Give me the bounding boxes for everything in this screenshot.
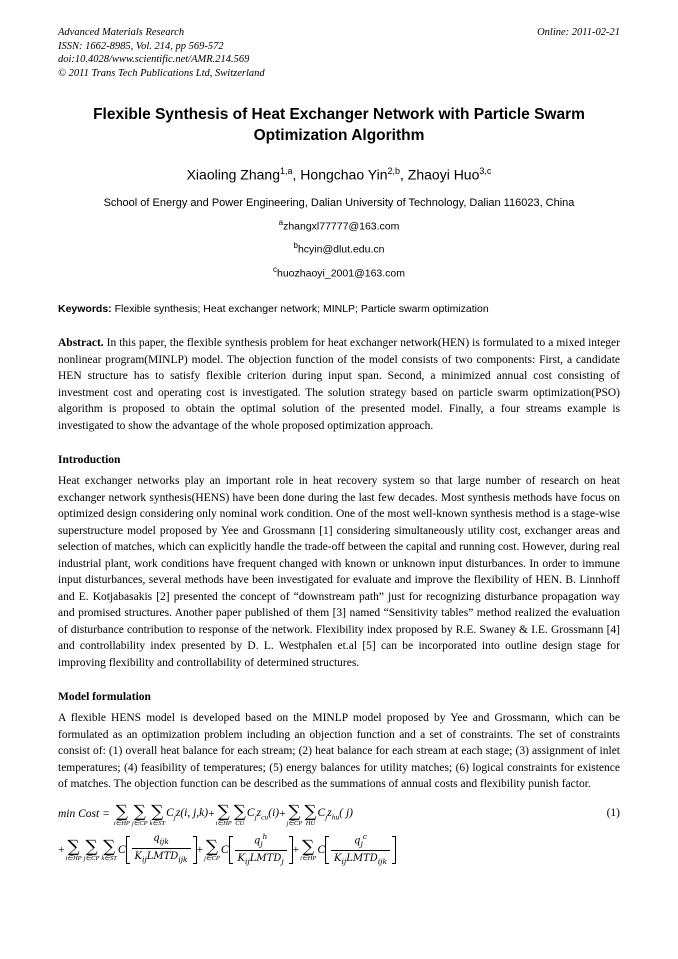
section-body-introduction: Heat exchanger networks play an important role in heat recovery system so that large number of research on heat exchanger network synthesis(HENS) have been done during the last few decades. Most synthesis methods have focus on optimized design considering only nominal work condition. One of the most well-known synthesis method is a stage-wise superstructure model proposed by Yee and Grossmann [1] considering simultaneously utility cost, exchanger areas and selection of matches, which can explicitly handle the trade-off between the capital and running cost. However, during real industrial plant, work conditions have frequent changed with known or unknown input disturbances. In order to immune input disturbances, several methods have been investigated for evaluate and improve the flexibility of HEN. B. Linnhoff and E. Kotjabasakis [2] presented the concept of “downstream path” just for recognizing disturbance propagation way and promised structures. Another paper published of them [3] named “Sensitivity tables” method realized the evaluation of disturbance contribution to response of the network. Flexibility index proposed by R.E. Swaney & I.E. Grossmann [4] and controllability index presented by D. L. Westphalen et.al [5] can be incorporated into outline design stage for improving flexibility and controllability of determined structures.: [58, 475, 620, 669]
email-1: [58, 218, 620, 233]
author-sep-1: ,: [292, 166, 301, 183]
sum-i-hp-4: ∑ i∈HP: [300, 837, 317, 863]
sum-i-hp: ∑ i∈HP: [113, 801, 130, 827]
equation-number: (1): [606, 806, 620, 819]
author-2-name: Hongchao Yin: [300, 166, 388, 183]
equation-1: [58, 801, 620, 867]
email-1-address: zhangxl77777@163.com: [283, 220, 400, 233]
term-3-expression: $C_jz_{hu}$( j): [317, 807, 353, 822]
keywords: [58, 303, 620, 315]
term-1-expression: $C_jz(i$, j,k): [166, 807, 209, 822]
section-body-model-formulation: A flexible HENS model is developed based on the MINLP model proposed by Yee and Grossmann, which can be formulated as an optimization problem including an objection function and a set of constraints. The set of constraints consist of: (1) overall heat balance for each stream; (2) heat balance for each stream at each stage; (3) assignment of inlet temperatures; (4) feasibility of temperatures; (5) energy balances for utility matches; (6) logical constraints for existence of matches. The objection function can be described as the summations of annual costs and flexibility punish factor.: [58, 712, 620, 791]
author-sep-2: ,: [400, 166, 408, 183]
abstract-label: Abstract.: [58, 337, 104, 350]
email-2-address: hcyin@dlut.edu.cn: [297, 243, 385, 256]
email-2-marker: b: [293, 241, 298, 251]
equation-line-2: [58, 832, 620, 867]
plus-1-line2: +: [196, 843, 204, 856]
journal-name: Advanced Materials Research: [58, 27, 185, 38]
email-3-marker: c: [273, 264, 277, 274]
author-3-name: Zhaoyi Huo: [407, 166, 480, 183]
abstract-text: In this paper, the flexible synthesis problem for heat exchanger network(HEN) is formulated to a mixed integer nonlinear program(MINLP) model. The objection function of the model consists of two components: First, a candidate HEN structure has to satisfy flexible criterion during input span. Second, a minimized annual cost consisting of investment cost and operating cost is investigated. The solution strategy based on particle swarm optimization(PSO) algorithm is proposed to obtain the optimal solution of the presented model. Finally, a four streams example is investigated to show the advantage of the whole proposed optimization approach.: [58, 337, 620, 432]
section-heading-introduction: Introduction: [58, 454, 121, 467]
keywords-label: Keywords:: [58, 303, 112, 316]
abstract: [58, 335, 620, 434]
author-3-affil-marker: 3,c: [479, 166, 492, 176]
email-2: [58, 241, 620, 256]
sum-j-cp: ∑ j∈CP: [131, 801, 148, 827]
equation-line-1: [58, 803, 620, 826]
author-1-affil-marker: 1,a: [280, 166, 293, 176]
sum-j-cp-3: ∑ j∈CP: [83, 837, 100, 863]
section-heading-model-formulation: Model formulation: [58, 691, 151, 704]
sum-i-hp-3: ∑ i∈HP: [65, 837, 82, 863]
sum-k-st: ∑ k∈ST: [149, 801, 166, 827]
sum-hu: ∑ HU: [304, 801, 317, 827]
keywords-value: Flexible synthesis; Heat exchanger network; MINLP; Particle swarm optimization: [111, 303, 489, 316]
sum-k-st-2: ∑ k∈ST: [101, 837, 117, 863]
author-1-name: Xiaoling Zhang: [186, 166, 280, 183]
sum-i-hp-2: ∑ i∈HP: [215, 801, 232, 827]
copyright-line: © 2011 Trans Tech Publications Ltd, Switzerland: [58, 67, 265, 79]
fraction-6: $\frac{q_j^c}{K_{ij}LMTD_{ijk}}$: [331, 831, 390, 868]
plus-0-line2: +: [58, 843, 65, 856]
email-3: [58, 265, 620, 280]
author-list: [58, 166, 620, 183]
page-header: [58, 26, 620, 80]
email-1-marker: a: [278, 217, 284, 227]
issn-line: ISSN: 1662-8985, Vol. 214, pp 569-572: [58, 40, 224, 52]
plus-2-line2: +: [292, 843, 300, 856]
fraction-4: $\frac{q_{ijk}}{K_{ij}LMTD_{ijk}}$: [132, 833, 191, 866]
term-4-coefficient: C: [117, 843, 126, 856]
header-left: [58, 26, 265, 80]
plus-2: +: [279, 808, 286, 821]
page-title: Flexible Synthesis of Heat Exchanger Network with Particle Swarm Optimization Algorithm: [93, 106, 585, 144]
term-5-coefficient: C: [220, 843, 229, 856]
email-3-address: huozhaoyi_2001@163.com: [277, 267, 405, 280]
plus-1: +: [208, 808, 215, 821]
bracket-6: [325, 832, 396, 867]
bracket-5: [229, 832, 293, 867]
doi-line: doi:10.4028/www.scientific.net/AMR.214.569: [58, 54, 250, 65]
online-date: Online: 2011-02-21: [537, 27, 620, 38]
term-6-coefficient: C: [317, 843, 325, 856]
affiliation: School of Energy and Power Engineering, Dalian University of Technology, Dalian 116023, China: [103, 196, 575, 209]
fraction-5: $\frac{q_j^h}{K_{ij}LMTD_j}$: [235, 831, 287, 868]
term-2-expression: $C_jz_{cu}(i)$: [246, 807, 280, 822]
sum-j-cp-4: ∑ j∈CP: [204, 837, 220, 863]
sum-cu: ∑ CU: [233, 801, 246, 827]
sum-j-cp-2: ∑ j∈CP: [286, 801, 303, 827]
bracket-4: [126, 833, 197, 865]
author-2-affil-marker: 2,b: [387, 166, 400, 176]
equation-lhs: min Cost =: [58, 808, 110, 821]
